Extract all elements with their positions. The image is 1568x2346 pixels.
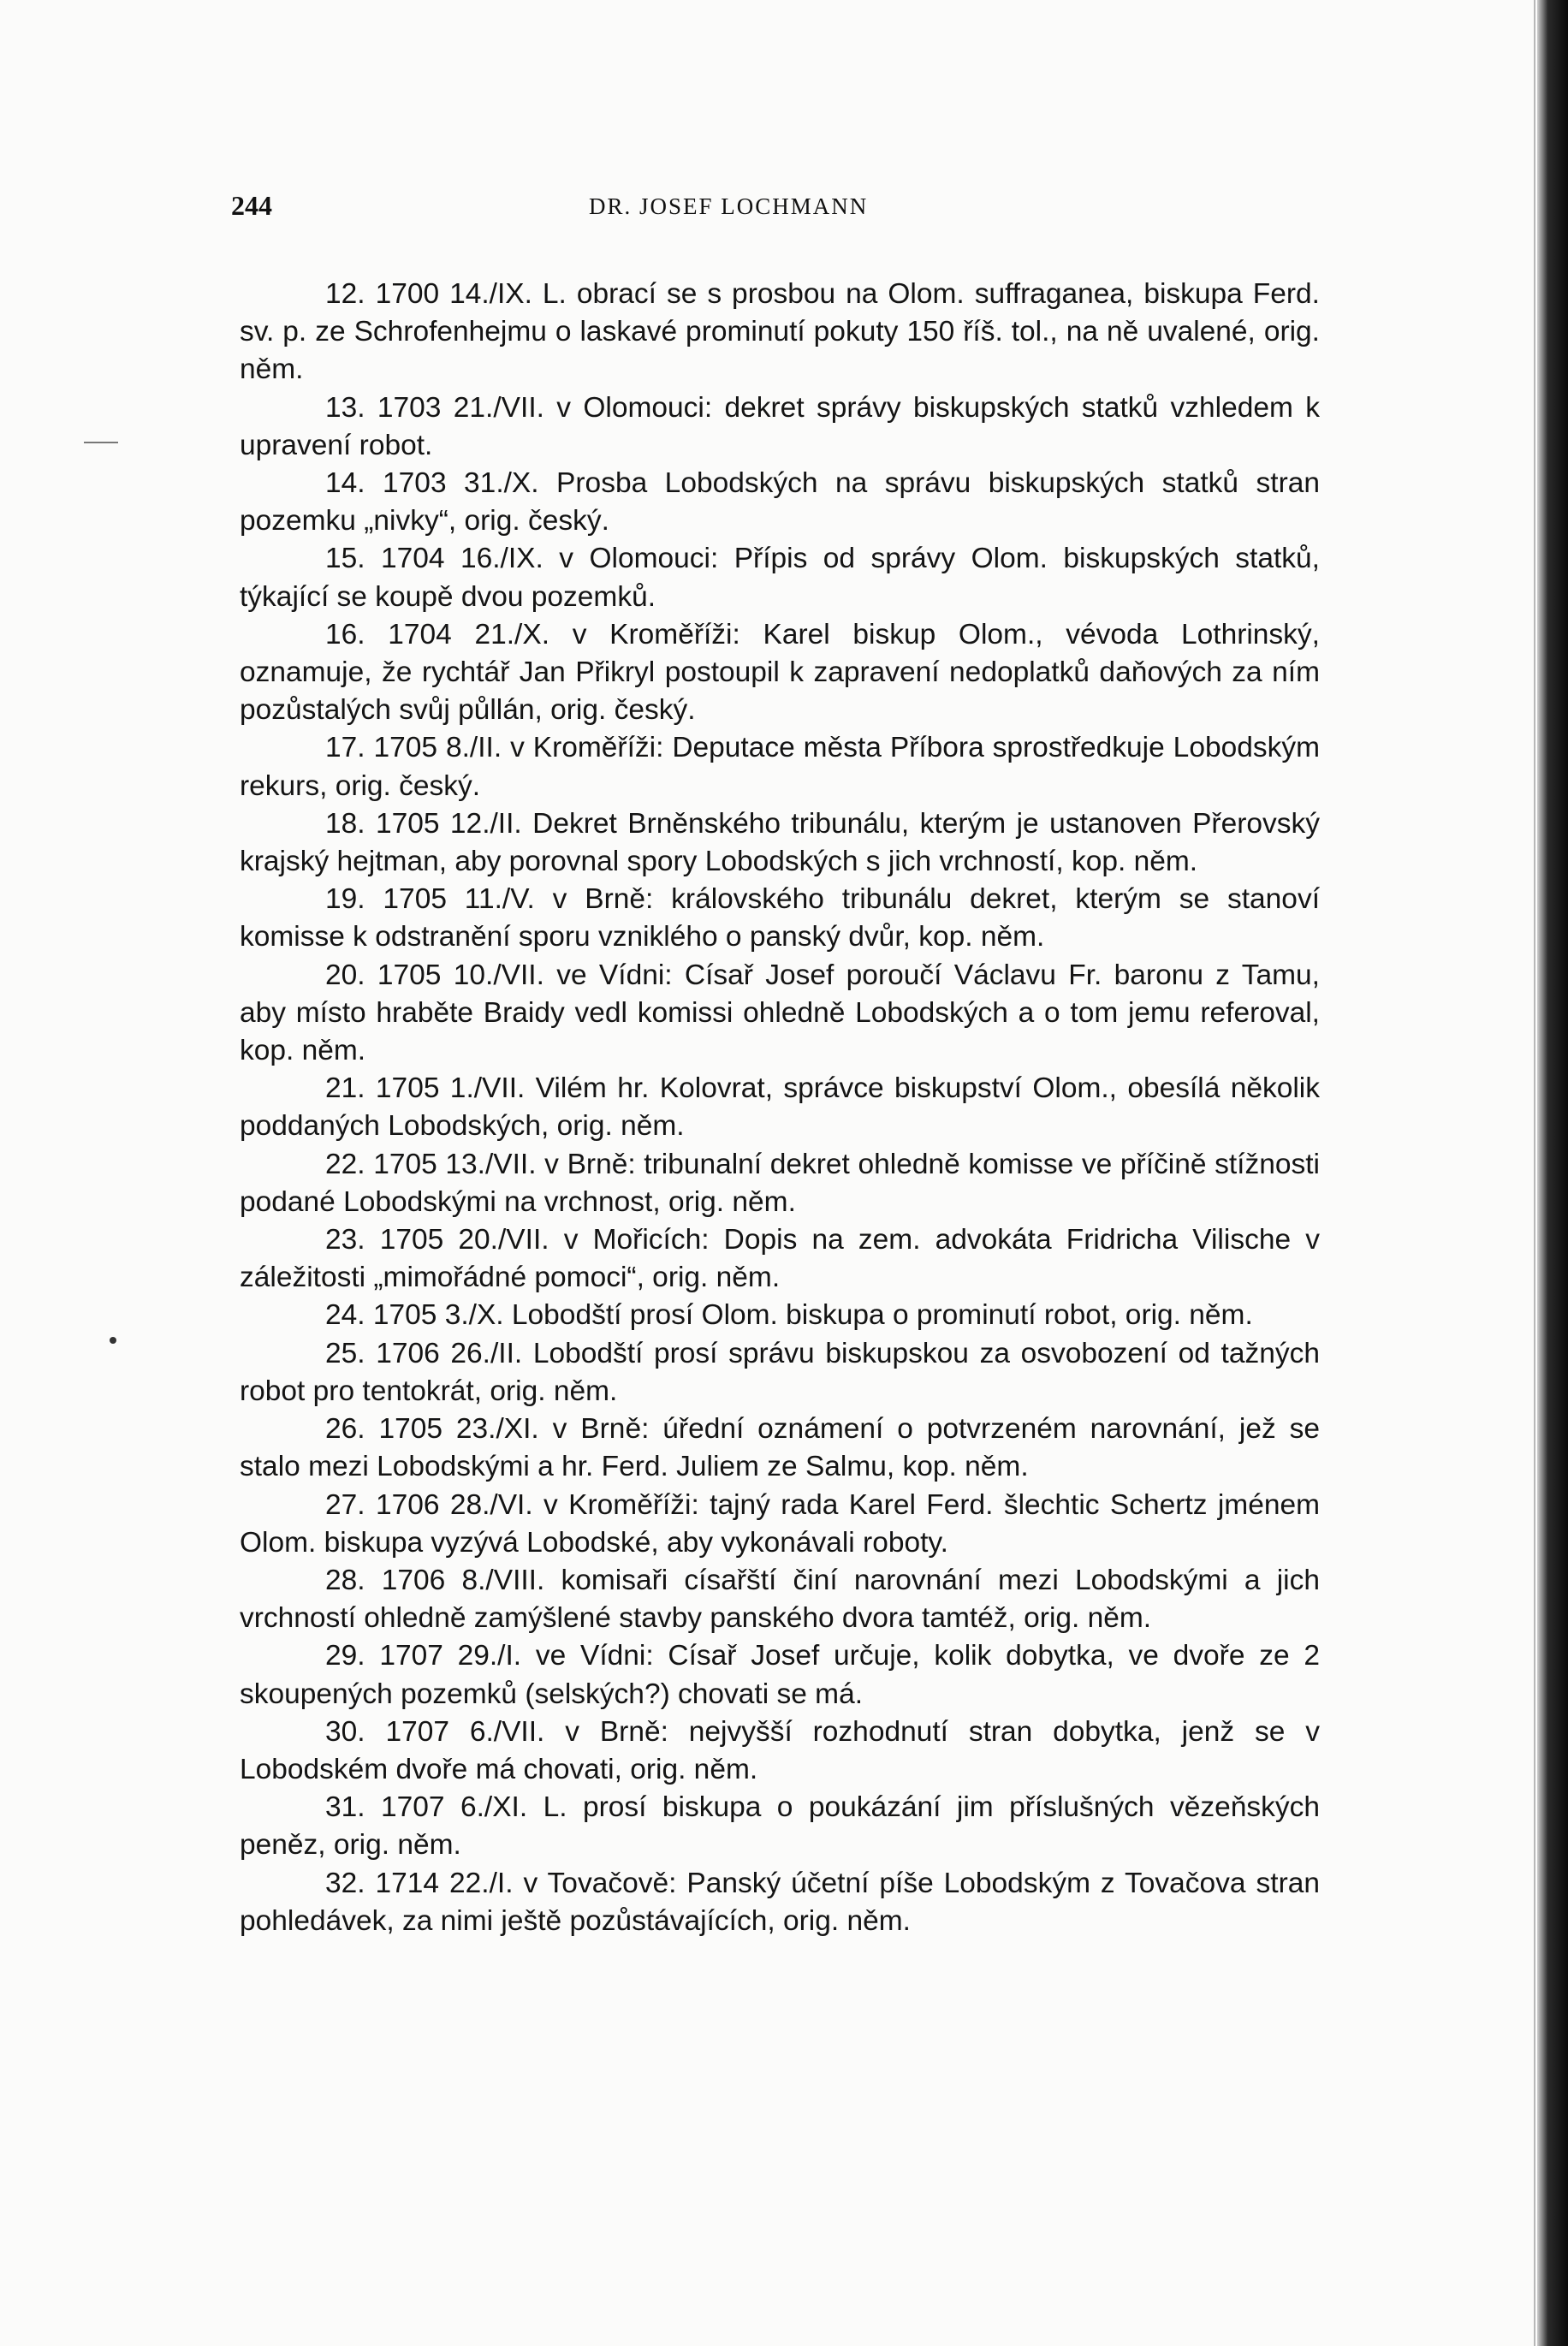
- entry-30: 30. 1707 6./VII. v Brně: nejvyšší rozhodnutí stran dobytka, jenž se v Lobodském dvoře má chovati, orig. něm.: [240, 1715, 1320, 1785]
- entry-31: 31. 1707 6./XI. L. prosí biskupa o poukázání jim příslušných vězeňských peněz, orig. něm.: [240, 1791, 1320, 1862]
- document-entries: [240, 276, 1320, 1940]
- page-header: [231, 190, 1318, 224]
- entry-25: 25. 1706 26./II. Lobodští prosí správu biskupskou za osvobození od tažných robot pro tentokrát, orig. něm.: [240, 1337, 1320, 1407]
- page-fold-line: [1534, 0, 1535, 2346]
- entry-28: 28. 1706 8./VIII. komisaři císařští činí narovnání mezi Lobodskými a jich vrchností ohledně zamýšlené stavby panského dvora tamtéž, orig. něm.: [240, 1564, 1320, 1635]
- entry-29: 29. 1707 29./I. ve Vídni: Císař Josef určuje, kolik dobytka, ve dvoře ze 2 skoupených pozemků (selských?) chovati se má.: [240, 1640, 1320, 1710]
- entry-24: 24. 1705 3./X. Lobodští prosí Olom. biskupa o prominutí robot, orig. něm.: [325, 1299, 1253, 1332]
- entry-23: 23. 1705 20./VII. v Mořicích: Dopis na zem. advokáta Fridricha Vilische v záležitosti „mimořádné pomoci“, orig. něm.: [240, 1224, 1320, 1294]
- entry-19: 19. 1705 11./V. v Brně: královského tribunálu dekret, kterým se stanoví komisse k odstranění sporu vzniklého o panský dvůr, kop. něm.: [240, 883, 1320, 953]
- entry-21: 21. 1705 1./VII. Vilém hr. Kolovrat, správce biskupství Olom., obesílá několik poddaných Lobodských, orig. něm.: [240, 1072, 1320, 1143]
- entry-12: 12. 1700 14./IX. L. obrací se s prosbou na Olom. suffraganea, biskupa Ferd. sv. p. ze Schrofenhejmu o laskavé prominutí pokuty 150 říš. tol., na ně uvalené, orig. něm.: [240, 278, 1320, 386]
- entry-14: 14. 1703 31./X. Prosba Lobodských na správu biskupských statků stran pozemku „nivky“, orig. český.: [240, 467, 1320, 538]
- entry-22: 22. 1705 13./VII. v Brně: tribunalní dekret ohledně komisse ve příčině stížnosti podané Lobodskými na vrchnost, orig. něm.: [240, 1148, 1320, 1218]
- running-head: DR. JOSEF LOCHMANN: [589, 193, 869, 219]
- entry-16: 16. 1704 21./X. v Kroměříži: Karel biskup Olom., vévoda Lothrinský, oznamuje, že rychtář Jan Přikryl postoupil k zapravení nedoplatků daňových za ním pozůstalých svůj půllán, orig. český.: [240, 618, 1320, 727]
- entry-17: 17. 1705 8./II. v Kroměříži: Deputace města Příbora sprostředkuje Lobodským rekurs, orig. český.: [240, 732, 1320, 802]
- entry-18: 18. 1705 12./II. Dekret Brněnského tribunálu, kterým je ustanoven Přerovský krajský hejtman, aby porovnal spory Lobodských s jich vrchností, kop. něm.: [240, 807, 1320, 878]
- page-number: 244: [231, 190, 272, 221]
- entry-26: 26. 1705 23./XI. v Brně: úřední oznámení o potvrzeném narovnání, jež se stalo mezi Lobodskými a hr. Ferd. Juliem ze Salmu, kop. něm.: [240, 1413, 1320, 1483]
- entry-13: 13. 1703 21./VII. v Olomouci: dekret správy biskupských statků vzhledem k upravení robot.: [240, 391, 1320, 461]
- entry-27: 27. 1706 28./VI. v Kroměříži: tajný rada Karel Ferd. šlechtic Schertz jménem Olom. biskupa vyzývá Lobodské, aby vykonávali roboty.: [240, 1488, 1320, 1559]
- margin-mark: [110, 1337, 116, 1344]
- margin-mark: [84, 442, 118, 443]
- entry-20: 20. 1705 10./VII. ve Vídni: Císař Josef poroučí Václavu Fr. baronu z Tamu, aby místo hraběte Braidy vedl komissi ohledně Lobodských a o tom jemu referoval, kop. něm.: [240, 959, 1320, 1067]
- entry-32: 32. 1714 22./I. v Tovačově: Panský účetní píše Lobodským z Tovačova stran pohledávek, za nimi ještě pozůstávajících, orig. něm.: [240, 1867, 1320, 1937]
- scan-dark-edge: [1537, 0, 1568, 2346]
- entry-15: 15. 1704 16./IX. v Olomouci: Přípis od správy Olom. biskupských statků, týkající se koupě dvou pozemků.: [240, 543, 1320, 613]
